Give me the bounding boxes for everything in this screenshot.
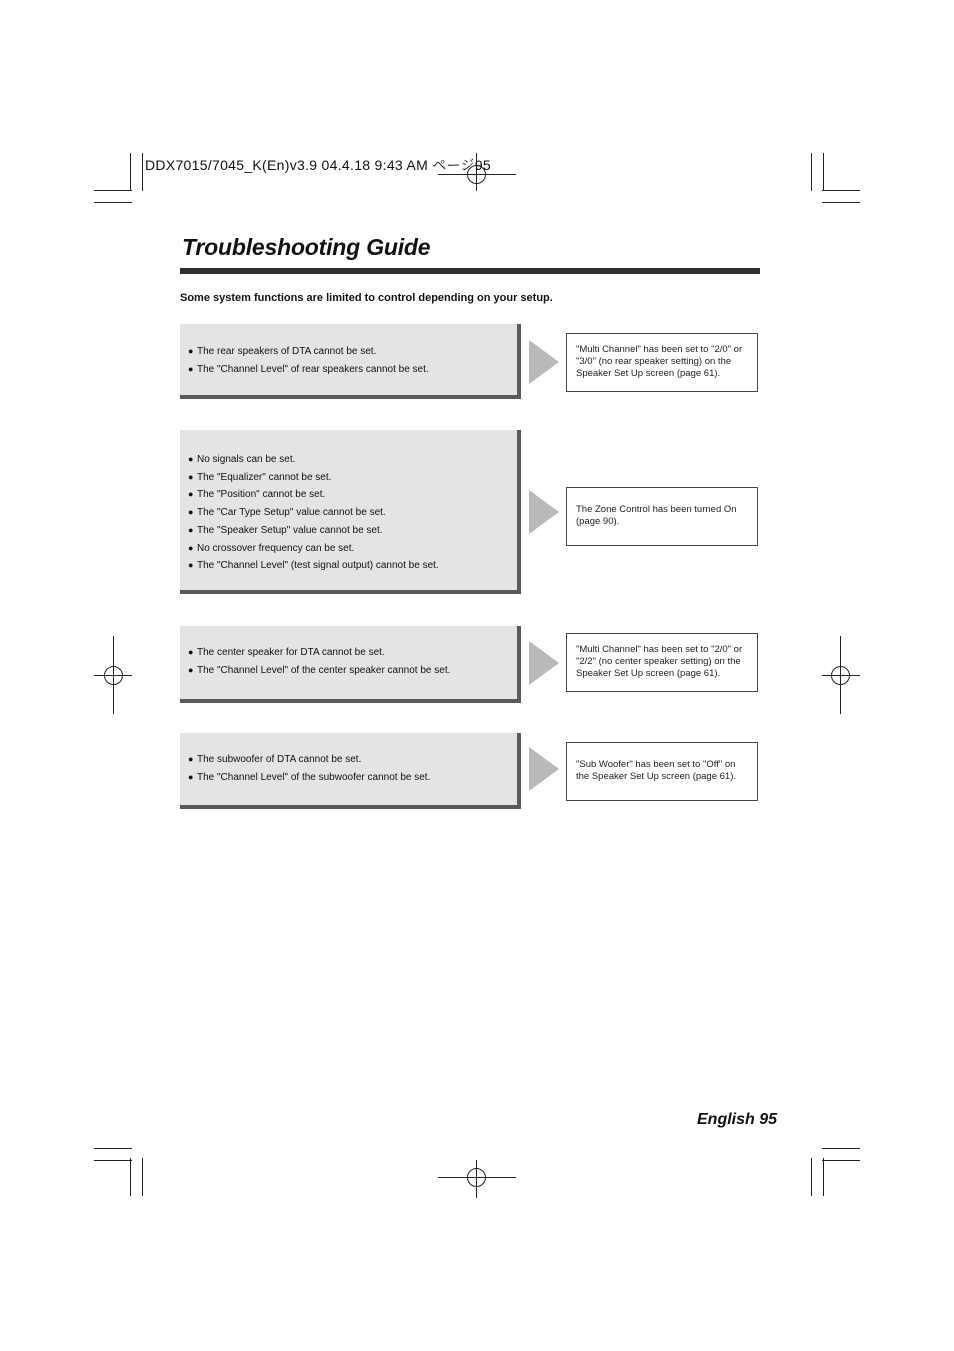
print-slug: DDX7015/7045_K(En)v3.9 04.4.18 9:43 AM ページ95 — [145, 157, 492, 173]
symptom-list — [188, 451, 439, 575]
arrow-icon — [529, 747, 559, 791]
symptom-panel — [180, 626, 521, 703]
arrow-icon — [529, 340, 559, 384]
symptom-item: ● The "Channel Level" (test signal output) cannot be set. — [188, 560, 439, 572]
symptom-item: ● The "Channel Level" of the subwoofer cannot be set. — [188, 771, 431, 783]
symptom-list — [188, 644, 450, 679]
symptom-item: ● The center speaker for DTA cannot be set. — [188, 647, 385, 658]
symptom-panel — [180, 324, 521, 399]
title-rule — [180, 268, 760, 274]
symptom-item: ● No signals can be set. — [188, 454, 296, 465]
symptom-item: ● The subwoofer of DTA cannot be set. — [188, 754, 362, 765]
cause-text: "Multi Channel" has been set to "2/0" or "2/2" (no center speaker setting) on the Speaker Set Up screen (page 61). — [576, 644, 743, 679]
symptom-item: ● No crossover frequency can be set. — [188, 542, 355, 554]
cause-box — [566, 633, 758, 692]
cause-text: "Sub Woofer" has been set to "Off" on the Speaker Set Up screen (page 61). — [576, 759, 737, 782]
symptom-panel — [180, 733, 521, 809]
cause-text: The Zone Control has been turned On (page 90). — [576, 504, 737, 527]
arrow-icon — [529, 641, 559, 685]
symptom-item: ● The "Channel Level" of rear speakers cannot be set. — [188, 363, 429, 375]
cause-box — [566, 742, 758, 801]
cause-text: "Multi Channel" has been set to "2/0" or "3/0" (no rear speaker setting) on the Speaker Set Up screen (page 61). — [576, 344, 743, 379]
symptom-item: ● The "Position" cannot be set. — [188, 489, 326, 501]
symptom-panel — [180, 430, 521, 594]
symptom-item: ● The "Channel Level" of the center speaker cannot be set. — [188, 664, 451, 676]
intro-text: Some system functions are limited to control depending on your setup. — [180, 292, 553, 304]
page-number: English 95 — [697, 1111, 778, 1128]
cause-box — [566, 487, 758, 546]
cause-box — [566, 333, 758, 392]
symptom-list — [188, 751, 430, 786]
arrow-icon — [529, 490, 559, 534]
symptom-item: ● The "Speaker Setup" value cannot be set. — [188, 524, 383, 536]
page-title: Troubleshooting Guide — [182, 234, 431, 260]
symptom-item: ● The rear speakers of DTA cannot be set. — [188, 346, 377, 357]
symptom-item: ● The "Equalizer" cannot be set. — [188, 471, 332, 483]
symptom-list — [188, 343, 429, 378]
symptom-item: ● The "Car Type Setup" value cannot be set. — [188, 507, 386, 519]
